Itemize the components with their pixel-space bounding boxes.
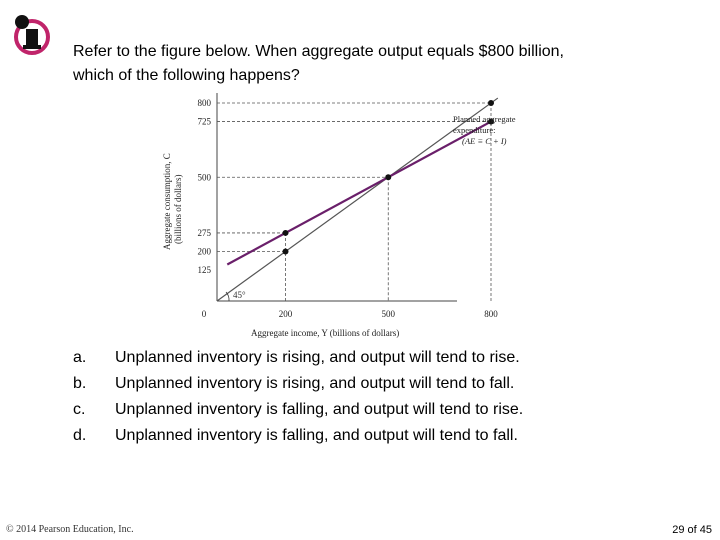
data-point xyxy=(488,100,494,106)
svg-text:Aggregate consumption, C xyxy=(162,151,183,250)
y-tick-label: 800 xyxy=(197,98,211,108)
chart-svg xyxy=(155,85,545,340)
question-line-2: which of the following happens? xyxy=(73,67,300,84)
answer-letter: b. xyxy=(73,375,87,392)
y-axis-label-line-2: (billions of dollars) xyxy=(173,174,183,244)
answer-a[interactable] xyxy=(73,345,673,371)
y-tick-label: 125 xyxy=(197,265,211,276)
ae-label-line-2: expenditure: xyxy=(453,125,496,135)
x-tick-label: 500 xyxy=(381,309,395,319)
line-45-label: 45° xyxy=(233,290,246,300)
answer-list xyxy=(73,345,673,449)
data-point xyxy=(385,174,391,180)
ae-line xyxy=(227,122,491,265)
ae-label-line-1: Planned aggregate xyxy=(453,114,516,124)
info-logo-icon xyxy=(8,12,58,56)
y-tick-label: 725 xyxy=(197,116,211,127)
answer-text: Unplanned inventory is falling, and output will tend to rise. xyxy=(115,401,524,418)
data-point xyxy=(283,249,289,255)
answer-letter: d. xyxy=(73,427,87,444)
data-point xyxy=(283,230,289,236)
x-tick-label: 200 xyxy=(278,309,293,319)
x-axis-label: Aggregate income, Y (billions of dollars) xyxy=(251,328,400,338)
x-tick-label: 0 xyxy=(201,309,207,319)
ae-label-line-3: (AE ≡ C + I) xyxy=(462,136,507,146)
y-tick-label: 500 xyxy=(197,172,211,183)
question-line-1: Refer to the figure below. When aggregate output equals $800 billion, xyxy=(73,43,564,60)
x-tick-label: 800 xyxy=(484,309,498,319)
y-tick-label: 200 xyxy=(197,246,211,257)
keynesian-cross-chart xyxy=(155,85,545,340)
copyright-text: © 2014 Pearson Education, Inc. xyxy=(6,524,134,535)
answer-text: Unplanned inventory is falling, and output will tend to fall. xyxy=(115,427,518,444)
answer-text: Unplanned inventory is rising, and output will tend to fall. xyxy=(115,375,515,392)
question-text xyxy=(73,40,673,88)
answer-c[interactable] xyxy=(73,397,673,423)
answer-b[interactable] xyxy=(73,371,673,397)
answer-d[interactable] xyxy=(73,423,673,449)
answer-letter: c. xyxy=(73,401,86,418)
answer-text: Unplanned inventory is rising, and output will tend to rise. xyxy=(115,349,520,366)
y-tick-label: 275 xyxy=(197,227,211,238)
y-axis-label-line-1: Aggregate consumption, C xyxy=(162,153,172,250)
svg-text:Planned aggregate expend xyxy=(453,114,518,146)
page-number: 29 of 45 xyxy=(672,524,712,536)
answer-letter: a. xyxy=(73,349,87,366)
